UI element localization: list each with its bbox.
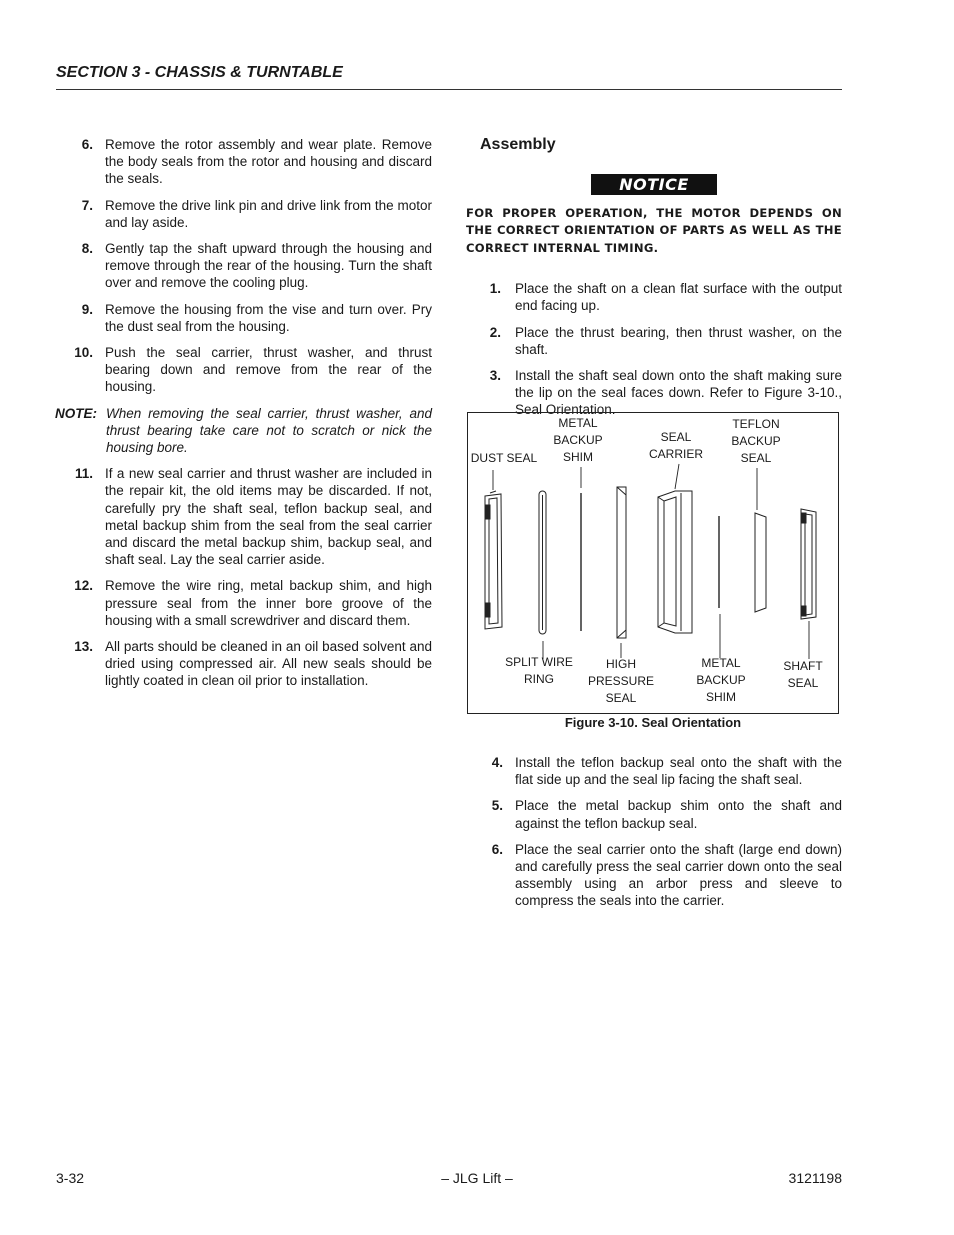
page-number: 3-32 — [56, 1170, 85, 1186]
disassembly-step: 6. Remove the rotor assembly and wear plate. Remove the body seals from the rotor and housing and discard the seals. — [81, 137, 432, 187]
label-dust-seal: DUST SEAL — [470, 451, 538, 465]
disassembly-step: 13. All parts should be cleaned in an oil based solvent and dried using compressed air. All new seals should be lightly coated in clean oil prior to installation. — [74, 639, 432, 689]
disassembly-step: 8. Gently tap the shaft upward through the housing and remove through the rear of the housing. Turn the shaft over and remove the cooling plug. — [81, 241, 432, 291]
split-wire-ring-part — [539, 491, 546, 634]
label-split-wire-ring: SPLIT WIRE RING — [505, 655, 573, 686]
assembly-step: 1. Place the shaft on a clean flat surface with the output end facing up. — [489, 281, 842, 314]
note-text: When removing the seal carrier, thrust washer, and thrust bearing take care not to scratch or nick the housing bore. — [106, 405, 432, 456]
assembly-step: 3. Install the shaft seal down onto the shaft making sure the lip on the seal faces down. Refer to Figure 3-10., Seal Orientation. — [489, 368, 842, 418]
shaft-seal-part — [801, 509, 816, 619]
assembly-heading: Assembly — [480, 136, 556, 153]
disassembly-step: 9. Remove the housing from the vise and turn over. Pry the dust seal from the housing. — [81, 301, 432, 334]
section-header: SECTION 3 - CHASSIS & TURNTABLE — [56, 64, 343, 81]
header-rule — [56, 89, 842, 90]
note-label: NOTE: — [55, 405, 97, 421]
label-seal-carrier: SEAL CARRIER — [648, 430, 704, 461]
label-teflon-backup-seal: TEFLON BACKUP SEAL — [731, 417, 781, 465]
left-column — [56, 136, 432, 699]
footer-center: – JLG Lift – — [441, 1170, 513, 1186]
disassembly-step: 11. If a new seal carrier and thrust washer are included in the repair kit, the old items may be discarded. If not, carefully pry the shaft seal, teflon backup seal, and metal backup shim from the seal from the seal carrier and discard the metal backup shim, backup seal, and shaft seal. Lay the seal carrier aside. — [74, 466, 432, 568]
dust-seal-part — [485, 491, 502, 629]
label-high-pressure-seal: HIGH PRESSURE SEAL — [587, 657, 655, 705]
assembly-step: 6. Place the seal carrier onto the shaft (large end down) and carefully press the seal carrier down onto the seal assembly using an arbor press and sleeve to compress the seals into the carrier. — [491, 841, 842, 909]
right-column-lower — [466, 754, 842, 919]
notice-container — [466, 174, 842, 195]
assembly-step: 5. Place the metal backup shim onto the shaft and against the teflon backup seal. — [491, 798, 842, 831]
seal-carrier-part — [658, 491, 692, 633]
notice-badge: NOTICE — [591, 174, 717, 195]
seal-orientation-figure — [467, 412, 839, 714]
disassembly-step: 10. Push the seal carrier, thrust washer, and thrust bearing down and remove from the rear of the housing. — [74, 345, 432, 395]
right-column — [466, 136, 842, 428]
label-metal-backup-shim-bottom: METAL BACKUP SHIM — [696, 656, 746, 704]
disassembly-step: 12. Remove the wire ring, metal backup shim, and high pressure seal from the inner bore groove of the housing with a small screwdriver and discard them. — [74, 578, 432, 628]
assembly-step: 2. Place the thrust bearing, then thrust washer, on the shaft. — [489, 324, 842, 357]
label-shaft-seal: SHAFT SEAL — [783, 659, 823, 690]
assembly-step: 4. Install the teflon backup seal onto the shaft with the flat side up and the seal lip facing the shaft seal. — [491, 755, 842, 788]
label-metal-backup-shim-top: METAL BACKUP SHIM — [553, 416, 603, 464]
figure-caption: Figure 3-10. Seal Orientation — [564, 715, 742, 730]
teflon-backup-seal-part — [755, 513, 766, 612]
note — [55, 405, 432, 457]
notice-text: FOR PROPER OPERATION, THE MOTOR DEPENDS ON THE CORRECT ORIENTATION OF PARTS AS WELL AS THE CORRECT INTERNAL TIMING. — [466, 206, 842, 255]
high-pressure-seal-part — [617, 487, 626, 638]
doc-number: 3121198 — [788, 1170, 842, 1186]
disassembly-step: 7. Remove the drive link pin and drive link from the motor and lay aside. — [81, 197, 432, 230]
